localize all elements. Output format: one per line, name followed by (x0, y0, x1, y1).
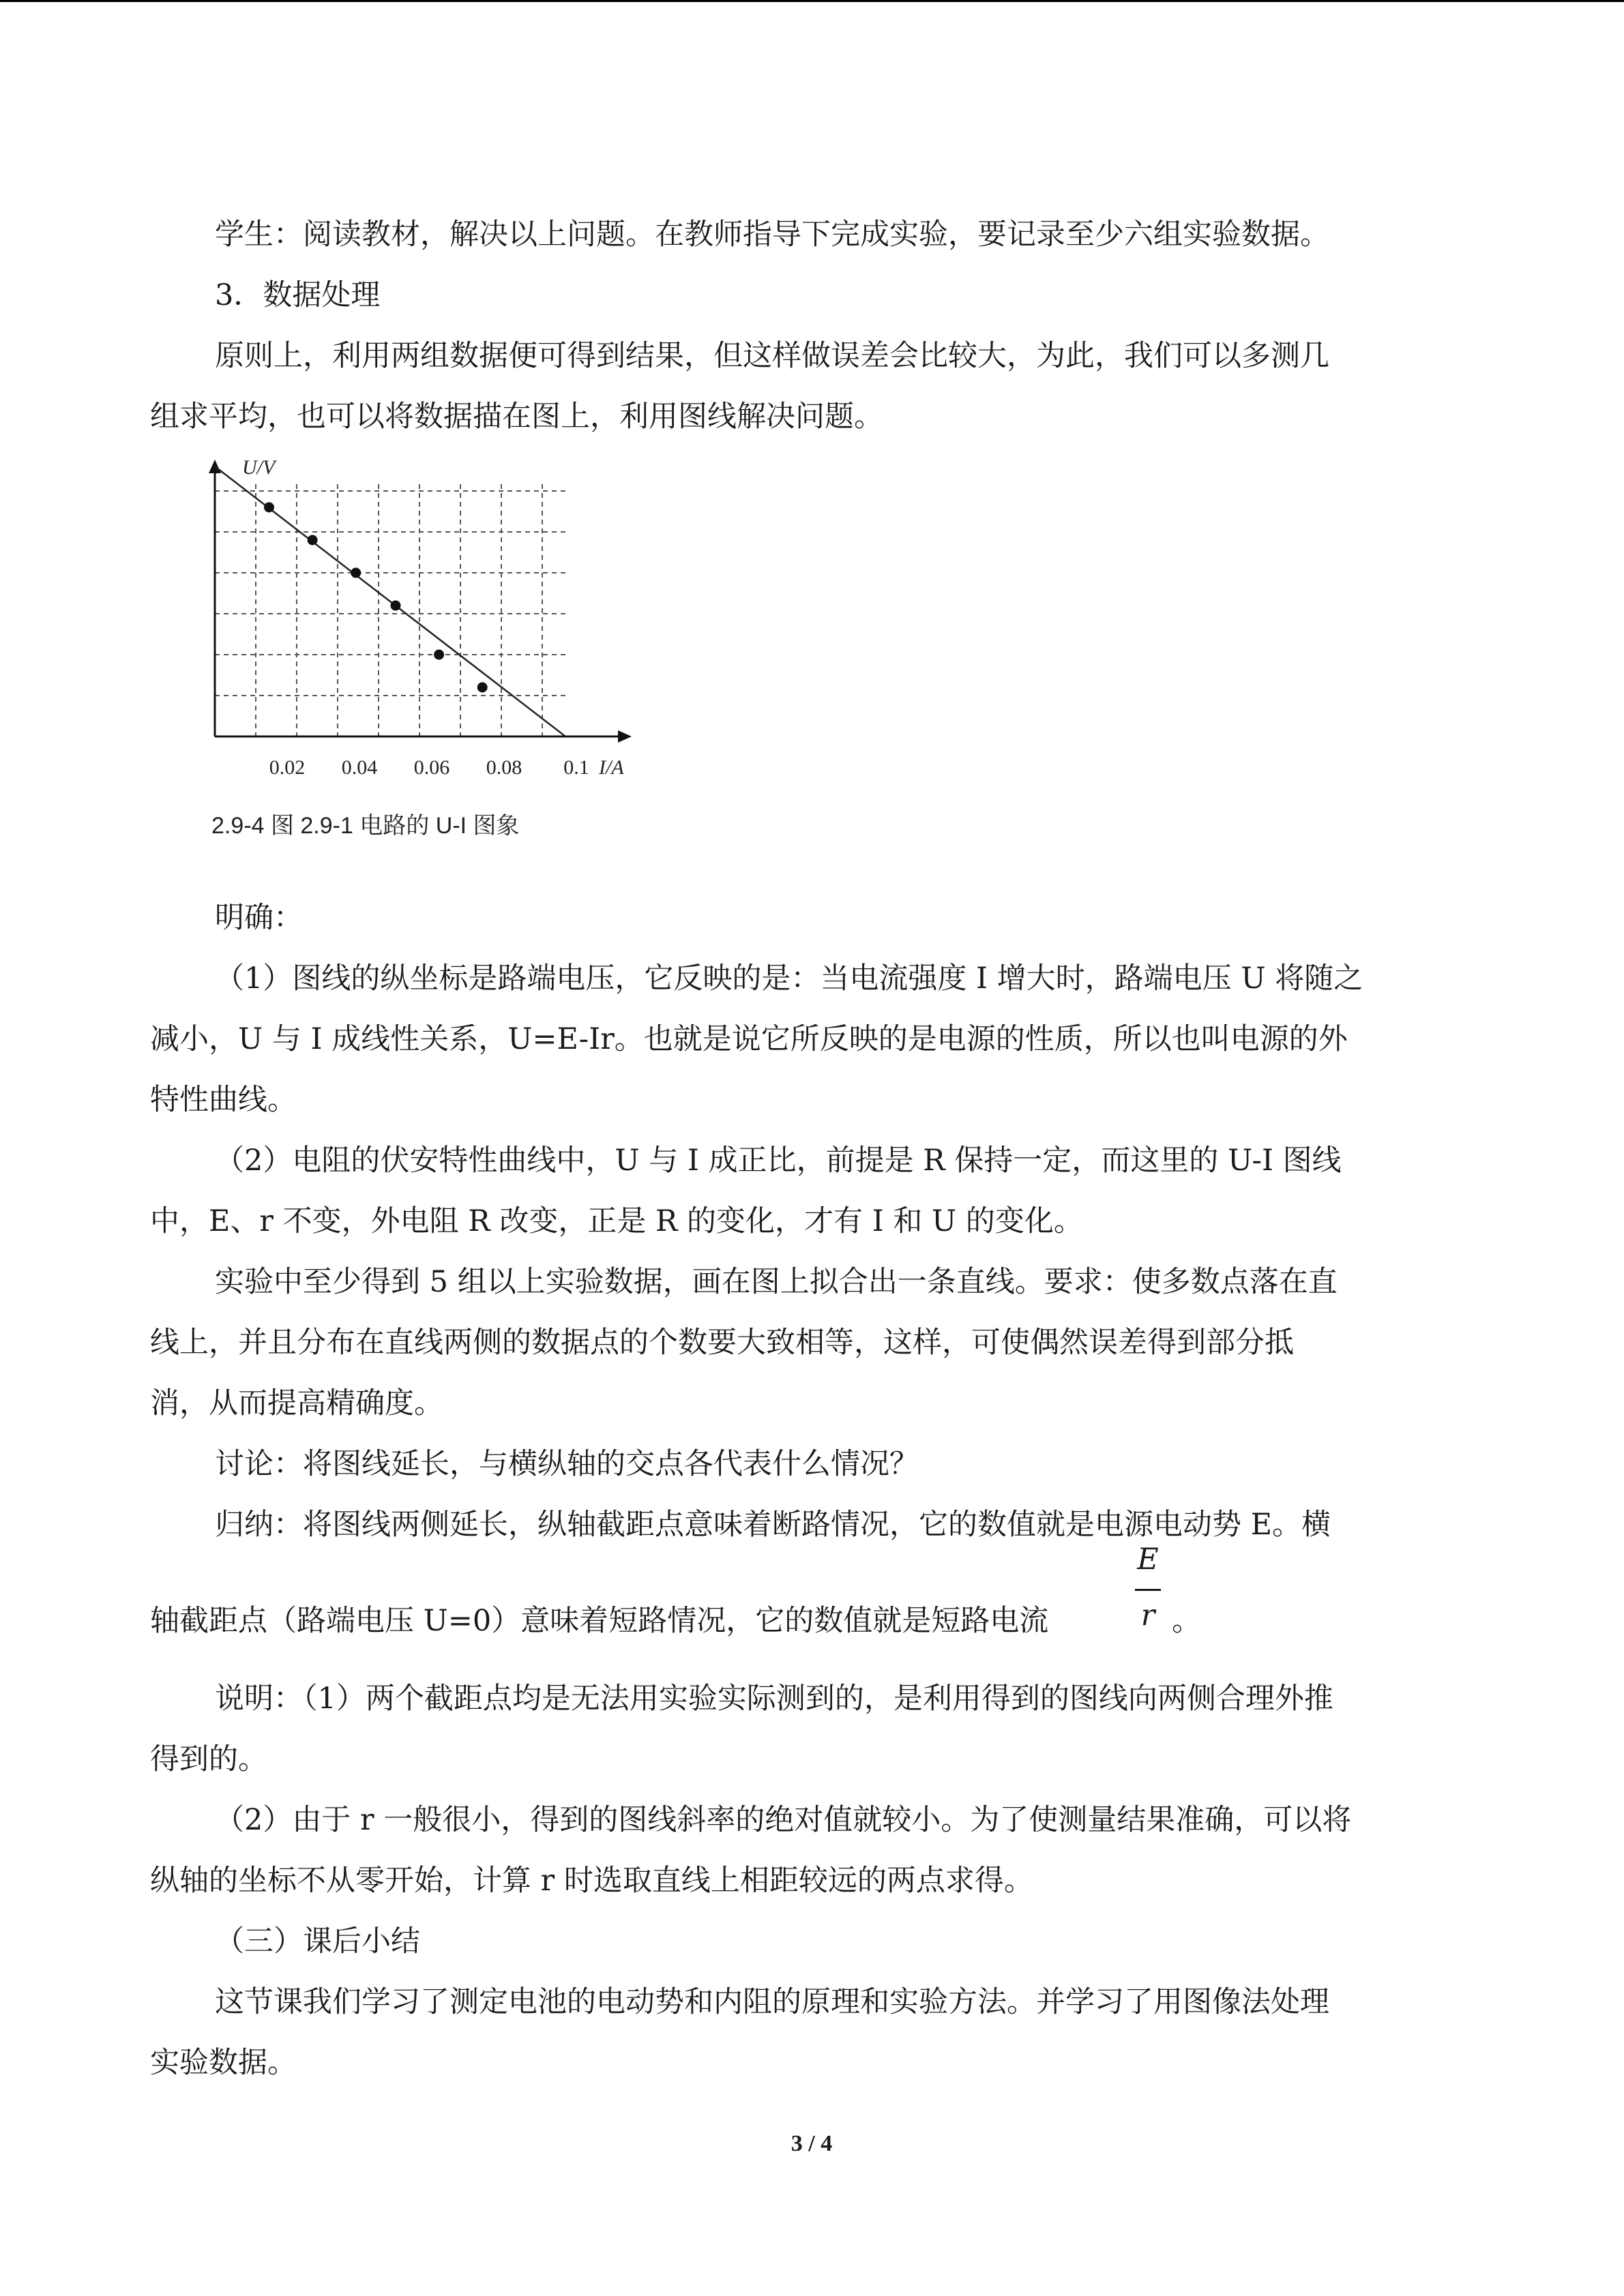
data-point (391, 601, 401, 611)
experiment-line2: 线上，并且分布在直线两侧的数据点的个数要大致相等，这样，可使偶然误差得到部分抵 (150, 1326, 1294, 1360)
x-tick-label: 0.04 (341, 756, 378, 779)
x-tick-label: 0.08 (486, 756, 522, 779)
point1-line3: 特性曲线。 (150, 1083, 297, 1117)
paragraph-principle-line1: 原则上，利用两组数据便可得到结果，但这样做误差会比较大，为此，我们可以多测几 (215, 339, 1329, 373)
page-number: 3 / 4 (791, 2131, 833, 2156)
x-tick-label: 0.02 (269, 756, 306, 779)
data-point (434, 650, 444, 660)
x-tick-labels (269, 756, 589, 779)
paragraph-student: 学生：阅读教材，解决以上问题。在教师指导下完成实验，要记录至少六组实验数据。 (215, 218, 1329, 252)
experiment-line1: 实验中至少得到 5 组以上实验数据，画在图上拟合出一条直线。要求：使多数点落在直 (215, 1265, 1338, 1299)
heading-data-processing: 3．数据处理 (215, 278, 381, 312)
data-point (308, 535, 318, 546)
summary-line2-end: 。 (1172, 1604, 1201, 1638)
top-border (0, 0, 1624, 2)
summary-line2: 轴截距点（路端电压 U=0）意味着短路情况，它的数值就是短路电流 (150, 1604, 1049, 1638)
note1-line2: 得到的。 (150, 1742, 267, 1776)
summary-line1: 归纳：将图线两侧延长，纵轴截距点意味着断路情况，它的数值就是电源电动势 E。横 (215, 1508, 1331, 1542)
point2-line2: 中，E、r 不变，外电阻 R 改变，正是 R 的变化，才有 I 和 U 的变化。 (150, 1204, 1083, 1238)
x-tick-label: 0.06 (413, 756, 450, 779)
fraction-denominator: r (1140, 1598, 1155, 1632)
final-line1: 这节课我们学习了测定电池的电动势和内阻的原理和实验方法。并学习了用图像法处理 (215, 1985, 1329, 2019)
fraction-bar (1135, 1589, 1161, 1591)
experiment-line3: 消，从而提高精确度。 (150, 1386, 443, 1420)
x-axis-label: I/A (599, 756, 624, 779)
point2-line1: （2）电阻的伏安特性曲线中，U 与 I 成正比，前提是 R 保持一定，而这里的 U-I 图线 (215, 1144, 1342, 1178)
note2-line2: 纵轴的坐标不从零开始，计算 r 时选取直线上相距较远的两点求得。 (150, 1864, 1033, 1898)
section-summary-heading: （三）课后小结 (215, 1924, 420, 1958)
x-tick-label: 0.1 (563, 756, 589, 779)
note1-line1: 说明：（1）两个截距点均是无法用实验实际测到的，是利用得到的图线向两侧合理外推 (215, 1682, 1333, 1716)
note2-line1: （2）由于 r 一般很小，得到的图线斜率的绝对值就较小。为了使测量结果准确，可以将 (215, 1803, 1352, 1837)
data-point (264, 503, 274, 513)
discussion: 讨论：将图线延长，与横纵轴的交点各代表什么情况？ (215, 1447, 919, 1481)
u-i-chart (205, 450, 648, 852)
fraction-numerator: E (1137, 1542, 1159, 1577)
data-point (477, 683, 488, 693)
data-point (351, 568, 361, 578)
clarify-label: 明确： (215, 901, 303, 935)
fraction-e-over-r (1131, 1542, 1165, 1631)
chart-grid (215, 484, 566, 736)
x-axis-arrow (618, 730, 632, 743)
final-line2: 实验数据。 (150, 2046, 297, 2080)
point1-line1: （1）图线的纵坐标是路端电压，它反映的是：当电流强度 I 增大时，路端电压 U 将随之 (215, 961, 1363, 996)
chart-caption: 2.9-4 图 2.9-1 电路的 U-I 图象 (211, 813, 520, 839)
y-axis-label: U/V (242, 456, 276, 479)
point1-line2: 减小，U 与 I 成线性关系，U=E-Ir。也就是说它所反映的是电源的性质，所以也叫电源的外 (150, 1022, 1348, 1056)
paragraph-principle-line2: 组求平均，也可以将数据描在图上，利用图线解决问题。 (150, 400, 883, 434)
